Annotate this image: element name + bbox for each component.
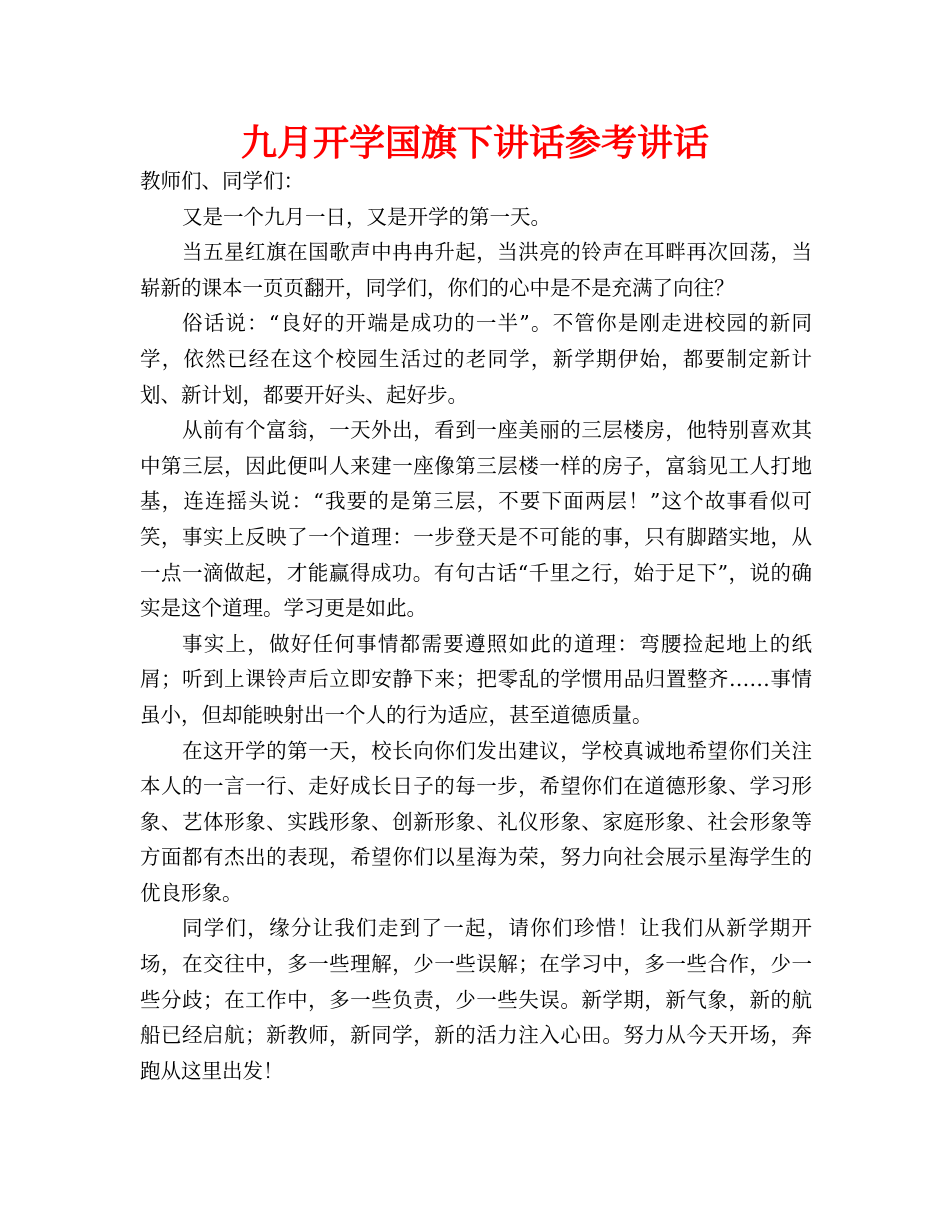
document-body	[140, 164, 812, 1089]
paragraph: 事实上，做好任何事情都需要遵照如此的道理：弯腰捡起地上的纸屑；听到上课铃声后立即安静下来；把零乱的学惯用品归置整齐……事情虽小，但却能映射出一个人的行为适应，甚至道德质量。	[140, 631, 812, 727]
greeting: 教师们、同学们：	[140, 169, 304, 193]
paragraph: 在这开学的第一天，校长向你们发出建议，学校真诚地希望你们关注本人的一言一行、走好成长日子的每一步，希望你们在道德形象、学习形象、艺体形象、实践形象、创新形象、礼仪形象、家庭形象、社会形象等方面都有杰出的表现，希望你们以星海为荣，努力向社会展示星海学生的优良形象。	[140, 738, 812, 905]
paragraph: 从前有个富翁，一天外出，看到一座美丽的三层楼房，他特别喜欢其中第三层，因此便叫人来建一座像第三层楼一样的房子，富翁见工人打地基，连连摇头说：“我要的是第三层，不要下面两层！”这个故事看似可笑，事实上反映了一个道理：一步登天是不可能的事，只有脚踏实地，从一点一滴做起，才能赢得成功。有句古话“千里之行，始于足下”，说的确实是这个道理。学习更是如此。	[140, 418, 812, 621]
document-title: 九月开学国旗下讲话参考讲话	[240, 123, 709, 164]
paragraph: 当五星红旗在国歌声中冉冉升起，当洪亮的铃声在耳畔再次回荡，当崭新的课本一页页翻开，同学们，你们的心中是不是充满了向往？	[140, 240, 812, 300]
paragraph: 俗话说：“良好的开端是成功的一半”。不管你是刚走进校园的新同学，依然已经在这个校园生活过的老同学，新学期伊始，都要制定新计划、新计划，都要开好头、起好步。	[140, 311, 812, 407]
paragraph: 又是一个九月一日，又是开学的第一天。	[182, 204, 551, 229]
paragraph: 同学们，缘分让我们走到了一起，请你们珍惜！让我们从新学期开场，在交往中，多一些理解，少一些误解；在学习中，多一些合作，少一些分歧；在工作中，多一些负责，少一些失误。新学期，新气象，新的航船已经启航；新教师，新同学，新的活力注入心田。努力从今天开场，奔跑从这里出发！	[140, 916, 812, 1083]
